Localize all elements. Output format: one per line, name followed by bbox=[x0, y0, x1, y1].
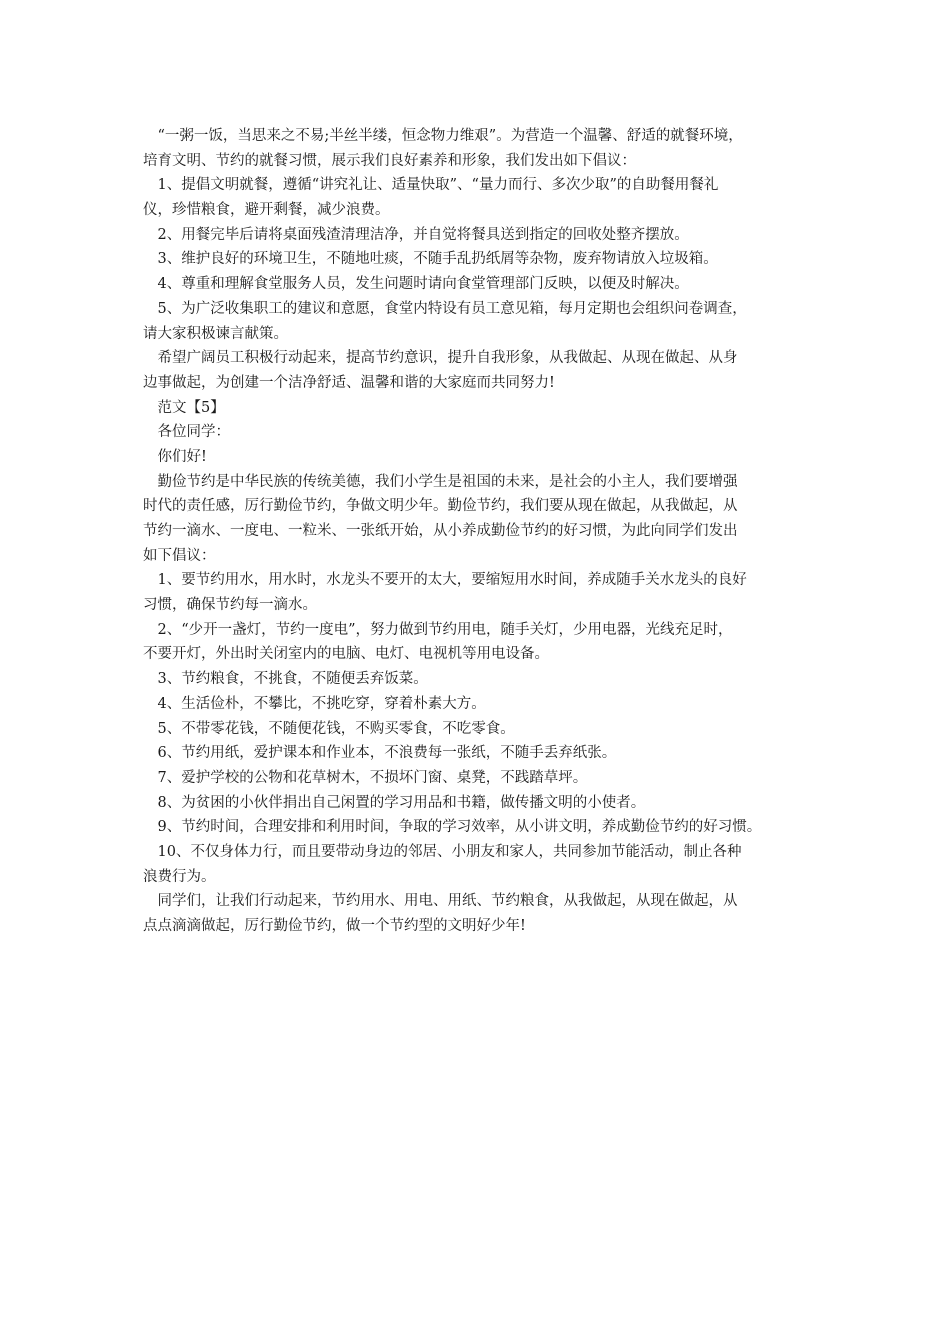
text-line: 你们好! bbox=[143, 448, 207, 465]
text-line: 习惯，确保节约每一滴水。 bbox=[143, 597, 317, 614]
paragraph bbox=[143, 272, 833, 297]
text-line: 培育文明、节约的就餐习惯，展示我们良好素养和形象，我们发出如下倡议： bbox=[143, 152, 636, 169]
text-line: 4、生活俭朴，不攀比，不挑吃穿，穿着朴素大方。 bbox=[143, 695, 486, 712]
text-line: 1、提倡文明就餐，遵循“讲究礼让、适量快取”、“量力而行、多次少取”的自助餐用餐礼 bbox=[143, 177, 719, 194]
paragraph bbox=[143, 396, 833, 421]
text-line: 范文【5】 bbox=[143, 399, 225, 416]
text-line: 时代的责任感，厉行勤俭节约，争做文明少年。勤俭节约，我们要从现在做起，从我做起，从 bbox=[143, 498, 738, 515]
paragraph bbox=[143, 124, 833, 173]
document-body bbox=[143, 124, 833, 939]
paragraph bbox=[143, 297, 833, 346]
paragraph bbox=[143, 173, 833, 222]
paragraph bbox=[143, 840, 833, 889]
text-line: 节约一滴水、一度电、一粒米、一张纸开始，从小养成勤俭节约的好习惯，为此向同学们发出 bbox=[143, 523, 738, 539]
text-line: 4、尊重和理解食堂服务人员，发生问题时请向食堂管理部门反映，以便及时解决。 bbox=[143, 276, 689, 293]
paragraph bbox=[143, 420, 833, 445]
paragraph bbox=[143, 247, 833, 272]
paragraph bbox=[143, 346, 833, 395]
text-line: 3、维护良好的环境卫生，不随地吐痰，不随手乱扔纸屑等杂物，废弃物请放入垃圾箱。 bbox=[143, 251, 718, 268]
text-line: “一粥一饭，当思来之不易;半丝半缕，恒念物力维艰”。为营造一个温馨、舒适的就餐环境， bbox=[143, 128, 743, 144]
paragraph bbox=[143, 445, 833, 470]
text-line: 点点滴滴做起，厉行勤俭节约，做一个节约型的文明好少年! bbox=[143, 918, 526, 934]
paragraph bbox=[143, 791, 833, 816]
text-line: 同学们，让我们行动起来，节约用水、用电、用纸、节约粮食，从我做起，从现在做起，从 bbox=[143, 893, 738, 910]
text-line: 5、不带零花钱，不随便花钱，不购买零食，不吃零食。 bbox=[143, 720, 515, 737]
text-line: 1、要节约用水，用水时，水龙头不要开的太大，要缩短用水时间，养成随手关水龙头的良好 bbox=[143, 572, 747, 589]
paragraph bbox=[143, 766, 833, 791]
text-line: 边事做起，为创建一个洁净舒适、温馨和谐的大家庭而共同努力! bbox=[143, 374, 555, 391]
text-line: 5、为广泛收集职工的建议和意愿，食堂内特设有员工意见箱，每月定期也会组织问卷调查， bbox=[143, 300, 747, 317]
text-line: 如下倡议： bbox=[143, 547, 216, 564]
paragraph bbox=[143, 741, 833, 766]
text-line: 不要开灯，外出时关闭室内的电脑、电灯、电视机等用电设备。 bbox=[143, 646, 549, 663]
paragraph bbox=[143, 223, 833, 248]
paragraph bbox=[143, 889, 833, 938]
paragraph bbox=[143, 717, 833, 742]
text-line: 2、用餐完毕后请将桌面残渣清理洁净，并自觉将餐具送到指定的回收处整齐摆放。 bbox=[143, 226, 689, 243]
text-line: 10、不仅身体力行，而且要带动身边的邻居、小朋友和家人，共同参加节能活动，制止各种 bbox=[143, 843, 742, 860]
text-line: 勤俭节约是中华民族的传统美德，我们小学生是祖国的未来，是社会的小主人，我们要增强 bbox=[143, 473, 738, 490]
paragraph bbox=[143, 568, 833, 617]
text-line: 2、“少开一盏灯，节约一度电”，努力做到节约用电，随手关灯，少用电器，光线充足时， bbox=[143, 621, 733, 638]
text-line: 仪，珍惜粮食，避开剩餐，减少浪费。 bbox=[143, 202, 390, 219]
text-line: 7、爱护学校的公物和花草树木，不损坏门窗、桌凳，不践踏草坪。 bbox=[143, 769, 588, 786]
text-line: 9、节约时间，合理安排和利用时间，争取的学习效率，从小讲文明，养成勤俭节约的好习惯。 bbox=[143, 819, 762, 836]
paragraph bbox=[143, 692, 833, 717]
text-line: 8、为贫困的小伙伴捐出自己闲置的学习用品和书籍，做传播文明的小使者。 bbox=[143, 794, 646, 811]
text-line: 3、节约粮食，不挑食，不随便丢弃饭菜。 bbox=[143, 671, 428, 688]
paragraph bbox=[143, 618, 833, 667]
text-line: 请大家积极谏言献策。 bbox=[143, 325, 288, 342]
text-line: 6、节约用纸，爱护课本和作业本，不浪费每一张纸，不随手丢弃纸张。 bbox=[143, 745, 617, 762]
text-line: 希望广阔员工积极行动起来，提高节约意识，提升自我形象，从我做起、从现在做起、从身 bbox=[143, 350, 738, 367]
paragraph bbox=[143, 667, 833, 692]
paragraph bbox=[143, 815, 833, 840]
paragraph bbox=[143, 470, 833, 569]
text-line: 各位同学： bbox=[143, 424, 230, 441]
text-line: 浪费行为。 bbox=[143, 868, 216, 885]
